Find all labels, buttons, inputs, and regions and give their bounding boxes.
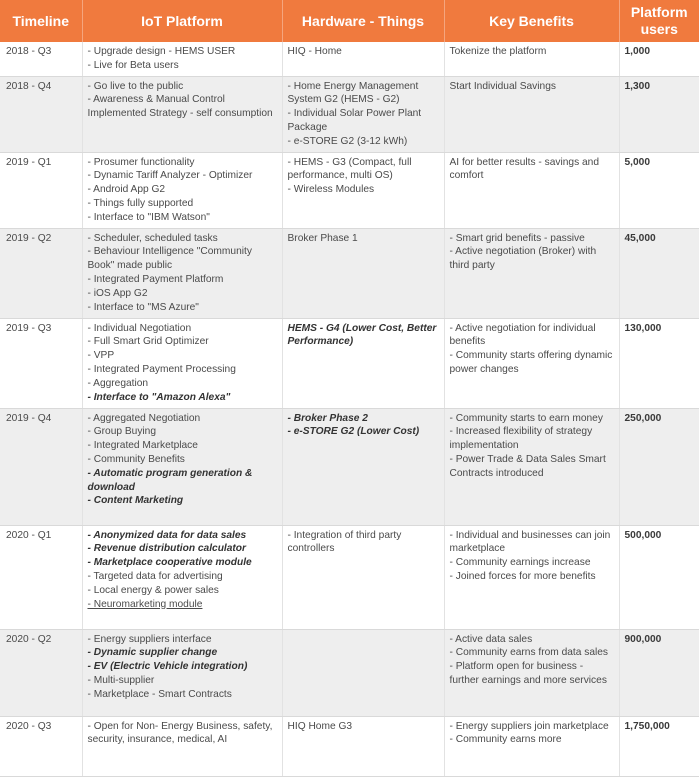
cell-line: - Joined forces for more benefits — [449, 570, 596, 582]
header-key-benefits: Key Benefits — [444, 0, 619, 42]
cell-line: - Energy suppliers join marketplace — [449, 720, 609, 732]
cell-line: - Dynamic Tariff Analyzer - Optimizer — [87, 170, 253, 182]
timeline-cell: 2019 - Q4 — [0, 408, 82, 525]
cell-line: - Dynamic supplier change — [87, 647, 218, 659]
cell-line: - Group Buying — [87, 426, 157, 438]
cell-line: - Anonymized data for data sales — [87, 529, 247, 541]
benefits-cell — [444, 408, 619, 525]
cell-line: - Integration of third party controllers — [287, 529, 402, 555]
cell-line: - Aggregated Negotiation — [87, 412, 201, 424]
iot-platform-cell — [82, 525, 282, 629]
platform-users-cell: 130,000 — [619, 318, 699, 408]
cell-line: - e-STORE G2 (3-12 kWh) — [287, 135, 408, 147]
cell-line: - Upgrade design - HEMS USER — [87, 46, 236, 57]
benefits-cell — [444, 716, 619, 776]
cell-line: - iOS App G2 — [87, 287, 148, 299]
header-timeline: Timeline — [0, 0, 82, 42]
hardware-cell — [282, 42, 444, 76]
cell-line: - Interface to "Amazon Alexa" — [87, 391, 231, 403]
cell-line: - Increased flexibility of strategy implementation — [449, 426, 593, 452]
iot-platform-cell — [82, 76, 282, 152]
cell-line: - Active data sales — [449, 633, 533, 645]
cell-line: - Broker Phase 2 — [287, 412, 368, 424]
cell-line: - Automatic program generation & download — [87, 467, 253, 493]
timeline-cell: 2019 - Q3 — [0, 318, 82, 408]
table-row — [0, 228, 699, 318]
cell-line: HIQ Home G3 — [287, 720, 353, 732]
cell-line: HIQ - Home — [287, 46, 342, 57]
cell-line: - Neuromarketing module — [87, 598, 203, 610]
cell-line: - Integrated Payment Processing — [87, 363, 236, 375]
cell-line: - Energy suppliers interface — [87, 633, 212, 645]
hardware-cell — [282, 228, 444, 318]
timeline-cell: 2018 - Q3 — [0, 42, 82, 76]
cell-line: AI for better results - savings and comfort — [449, 156, 599, 182]
cell-line: - Integrated Marketplace — [87, 440, 198, 452]
cell-line: Broker Phase 1 — [287, 232, 358, 244]
platform-users-cell: 1,750,000 — [619, 716, 699, 776]
cell-line: - Full Smart Grid Optimizer — [87, 336, 209, 348]
hardware-cell — [282, 629, 444, 716]
benefits-cell — [444, 76, 619, 152]
cell-line: - Marketplace - Smart Contracts — [87, 688, 232, 700]
hardware-cell — [282, 76, 444, 152]
table-row — [0, 318, 699, 408]
platform-users-cell: 1,300 — [619, 76, 699, 152]
iot-platform-cell — [82, 318, 282, 408]
timeline-cell: 2020 - Q1 — [0, 525, 82, 629]
header-row — [0, 0, 699, 42]
hardware-cell — [282, 525, 444, 629]
cell-line: - Aggregation — [87, 377, 149, 389]
hardware-cell — [282, 408, 444, 525]
cell-line: - Individual Negotiation — [87, 322, 192, 334]
cell-line: - Community earns from data sales — [449, 647, 609, 659]
platform-users-cell: 45,000 — [619, 228, 699, 318]
table-row — [0, 408, 699, 525]
cell-line: - Wireless Modules — [287, 184, 375, 196]
platform-users-cell: 900,000 — [619, 629, 699, 716]
benefits-cell — [444, 42, 619, 76]
cell-line: - Targeted data for advertising — [87, 570, 223, 582]
benefits-cell — [444, 152, 619, 228]
iot-platform-cell — [82, 716, 282, 776]
table-row — [0, 629, 699, 716]
cell-line: - Multi-supplier — [87, 674, 155, 686]
platform-users-cell: 1,000 — [619, 42, 699, 76]
benefits-cell — [444, 228, 619, 318]
cell-line: - Content Marketing — [87, 495, 184, 507]
iot-platform-cell — [82, 629, 282, 716]
cell-line: - Individual Solar Power Plant Package — [287, 108, 422, 133]
table-row — [0, 525, 699, 629]
iot-platform-cell — [82, 42, 282, 76]
cell-line: - Individual and businesses can join marketplace — [449, 529, 611, 555]
cell-line: - Interface to "MS Azure" — [87, 301, 199, 313]
table-row — [0, 42, 699, 76]
cell-line: - Behaviour Intelligence "Community Book" made public — [87, 246, 252, 272]
table-row — [0, 716, 699, 776]
cell-line: - Prosumer functionality — [87, 156, 195, 168]
cell-line: - Power Trade & Data Sales Smart Contracts introduced — [449, 453, 606, 479]
cell-line: - Smart grid benefits - passive — [449, 232, 585, 244]
benefits-cell — [444, 525, 619, 629]
cell-line: - Active negotiation for individual benefits — [449, 322, 596, 348]
cell-line: - Live for Beta users — [87, 59, 179, 71]
cell-line: - Marketplace cooperative module — [87, 557, 252, 569]
cell-line: - EV (Electric Vehicle integration) — [87, 661, 248, 673]
header-platform-users: Platform users — [619, 0, 699, 42]
cell-line: - HEMS - G3 (Compact, full performance, multi OS) — [287, 156, 412, 182]
cell-line: - Community starts to earn money — [449, 412, 603, 424]
cell-line: - Things fully supported — [87, 197, 194, 209]
iot-platform-cell — [82, 228, 282, 318]
cell-line: - Interface to "IBM Watson" — [87, 211, 210, 223]
platform-users-cell: 5,000 — [619, 152, 699, 228]
timeline-cell: 2020 - Q3 — [0, 716, 82, 776]
cell-line: - Scheduler, scheduled tasks — [87, 232, 218, 244]
benefits-cell — [444, 629, 619, 716]
hardware-cell — [282, 318, 444, 408]
cell-line: - Community earns more — [449, 734, 562, 746]
cell-line: - Awareness & Manual Control Implemented Strategy - self consumption — [87, 94, 273, 120]
cell-line: - Integrated Payment Platform — [87, 273, 224, 285]
benefits-cell — [444, 318, 619, 408]
cell-line: - Community Benefits — [87, 453, 185, 465]
header-hardware: Hardware - Things — [282, 0, 444, 42]
cell-line: Start Individual Savings — [449, 80, 556, 92]
cell-line: HEMS - G4 (Lower Cost, Better Performance) — [287, 322, 437, 348]
platform-users-cell: 250,000 — [619, 408, 699, 525]
cell-line: - Android App G2 — [87, 184, 166, 196]
cell-line: - Open for Non- Energy Business, safety, security, insurance, medical, AI — [87, 720, 273, 746]
hardware-cell — [282, 716, 444, 776]
table-row — [0, 152, 699, 228]
timeline-cell: 2020 - Q2 — [0, 629, 82, 716]
cell-line: - Community earnings increase — [449, 557, 591, 569]
cell-line: - VPP — [87, 350, 115, 362]
cell-line: - Local energy & power sales — [87, 584, 219, 596]
cell-line: - Home Energy Management System G2 (HEMS - G2) — [287, 80, 419, 106]
cell-line: Tokenize the platform — [449, 46, 547, 57]
timeline-cell: 2019 - Q1 — [0, 152, 82, 228]
cell-line: - Go live to the public — [87, 80, 184, 92]
platform-users-cell: 500,000 — [619, 525, 699, 629]
timeline-cell: 2019 - Q2 — [0, 228, 82, 318]
cell-line: - Revenue distribution calculator — [87, 543, 246, 555]
cell-line: - Platform open for business - further earnings and more services — [449, 661, 607, 686]
timeline-cell: 2018 - Q4 — [0, 76, 82, 152]
table-row — [0, 76, 699, 152]
hardware-cell — [282, 152, 444, 228]
header-iot-platform: IoT Platform — [82, 0, 282, 42]
cell-line: - Active negotiation (Broker) with third party — [449, 246, 597, 272]
iot-platform-cell — [82, 152, 282, 228]
cell-line: - e-STORE G2 (Lower Cost) — [287, 426, 420, 438]
cell-line: - Community starts offering dynamic power changes — [449, 350, 613, 375]
iot-platform-cell — [82, 408, 282, 525]
